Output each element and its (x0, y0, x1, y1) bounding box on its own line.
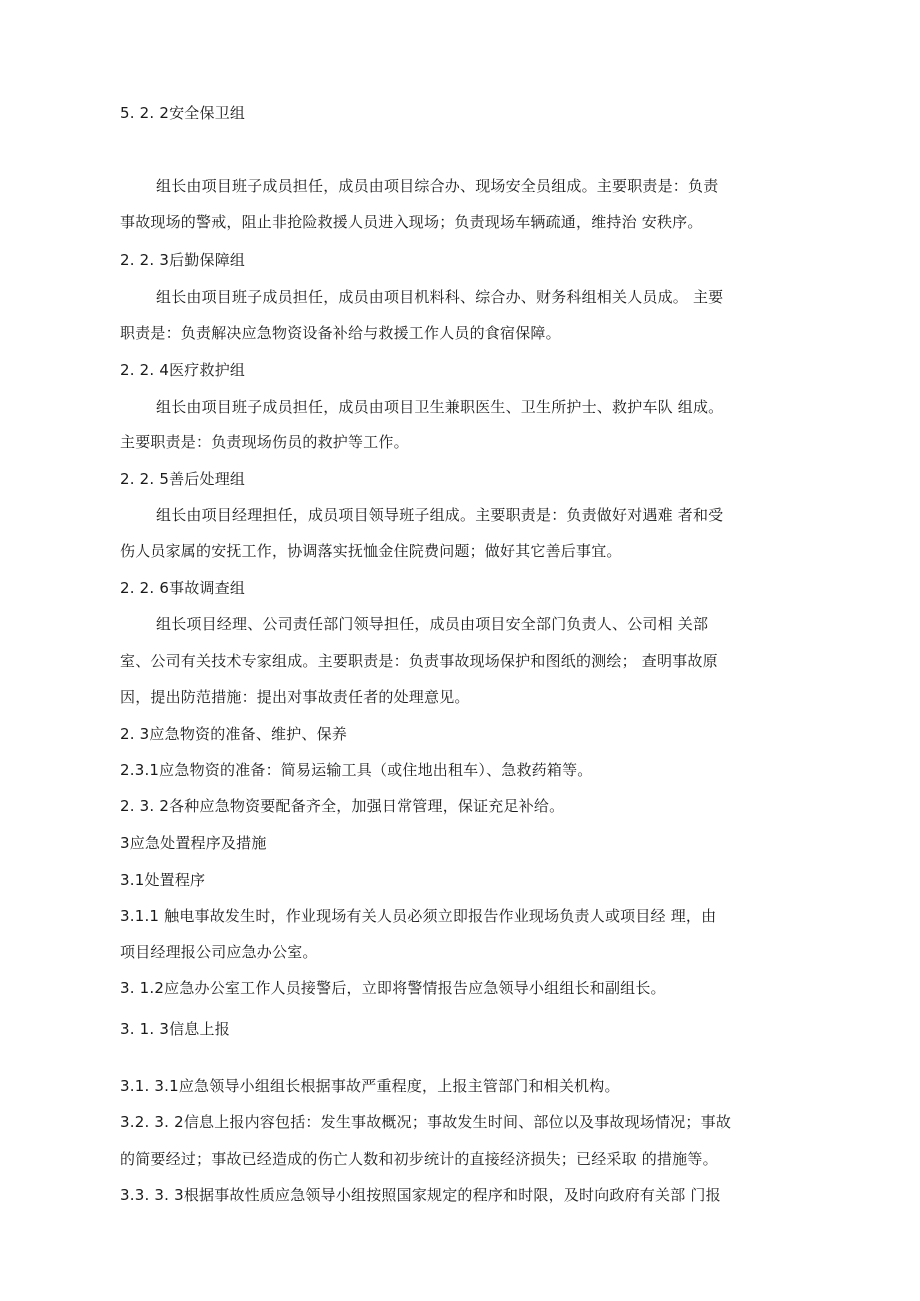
section-heading-2-2-3: 2. 2. 3后勤保障组 (120, 251, 246, 269)
paragraph-line: 组长由项目班子成员担任，成员由项目卫生兼职医生、卫生所护士、救护车队 组成。 (156, 398, 724, 416)
section-heading-2-3: 2. 3应急物资的准备、维护、保养 (120, 725, 348, 743)
paragraph-line: 因，提出防范措施：提出对事故责任者的处理意见。 (120, 688, 470, 706)
paragraph-line: 的简要经过；事故已经造成的伤亡人数和初步统计的直接经济损失；已经采取 的措施等。 (120, 1150, 718, 1168)
paragraph-line: 3.3. 3. 3根据事故性质应急领导小组按照国家规定的程序和时限，及时向政府有关部 门报 (120, 1186, 721, 1204)
paragraph-line: 组长由项目班子成员担任，成员由项目综合办、现场安全员组成。主要职责是：负责 (156, 177, 719, 195)
paragraph-line: 组长由项目经理担任，成员项目领导班子组成。主要职责是：负责做好对遇难 者和受 (156, 506, 724, 524)
section-heading-2-2-5: 2. 2. 5善后处理组 (120, 470, 246, 488)
section-heading-3: 3应急处置程序及措施 (120, 834, 267, 852)
section-heading-3-1: 3.1处置程序 (120, 871, 206, 889)
paragraph-line: 组长由项目班子成员担任，成员由项目机料科、综合办、财务科组相关人员成。 主要 (156, 288, 724, 306)
paragraph-line: 事故现场的警戒，阻止非抢险救援人员进入现场；负责现场车辆疏通，维持治 安秩序。 (120, 213, 703, 231)
section-heading-3-1-3: 3. 1. 3信息上报 (120, 1020, 230, 1038)
section-heading-2-2-2: 5. 2. 2安全保卫组 (120, 104, 246, 122)
paragraph-line: 组长项目经理、公司责任部门领导担任，成员由项目安全部门负责人、公司相 关部 (156, 615, 709, 633)
paragraph-line: 3.2. 3. 2信息上报内容包括：发生事故概况；事故发生时间、部位以及事故现场情况；事故 (120, 1113, 732, 1131)
paragraph-line: 伤人员家属的安抚工作，协调落实抚恤金住院费问题；做好其它善后事宜。 (120, 542, 622, 560)
paragraph-line: 项目经理报公司应急办公室。 (120, 943, 318, 961)
paragraph-line: 室、公司有关技术专家组成。主要职责是：负责事故现场保护和图纸的测绘； 查明事故原 (120, 652, 718, 670)
paragraph-line: 主要职责是：负责现场伤员的救护等工作。 (120, 433, 409, 451)
section-heading-2-2-6: 2. 2. 6事故调查组 (120, 579, 246, 597)
paragraph-line: 3.1. 3.1应急领导小组组长根据事故严重程度，上报主管部门和相关机构。 (120, 1077, 620, 1095)
paragraph-line: 2. 3. 2各种应急物资要配备齐全，加强日常管理，保证充足补给。 (120, 797, 565, 815)
paragraph-line: 3.1.1 触电事故发生时，作业现场有关人员必须立即报告作业现场负责人或项目经 理，由 (120, 907, 717, 925)
section-heading-2-2-4: 2. 2. 4医疗救护组 (120, 361, 246, 379)
paragraph-line: 2.3.1应急物资的准备：简易运输工具（或住地出租车）、急救药箱等。 (120, 761, 593, 779)
paragraph-line: 职责是：负责解决应急物资设备补给与救援工作人员的食宿保障。 (120, 324, 561, 342)
paragraph-line: 3. 1.2应急办公室工作人员接警后，立即将警情报告应急领导小组组长和副组长。 (120, 979, 666, 997)
